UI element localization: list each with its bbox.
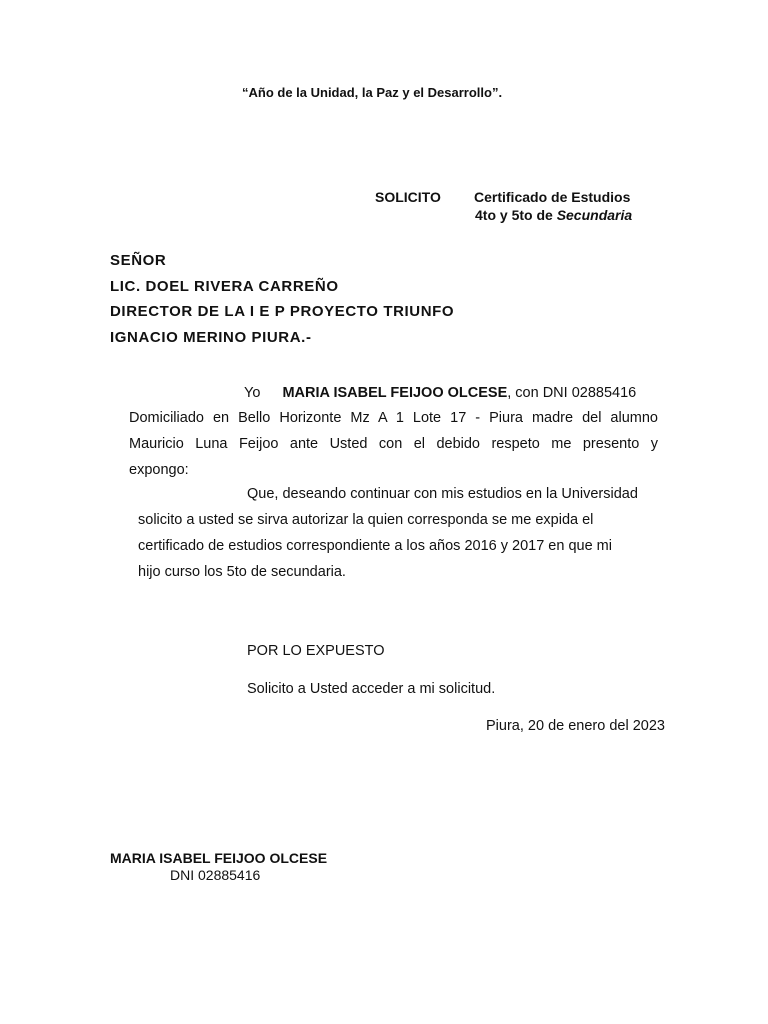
paragraph-2-line2: solicito a usted se sirva autorizar la quien corresponda se me expida el <box>138 512 594 528</box>
addressee-location: IGNACIO MERINO PIURA.- <box>110 329 312 346</box>
signature-dni: DNI 02885416 <box>170 867 261 883</box>
place-date: Piura, 20 de enero del 2023 <box>486 718 665 734</box>
paragraph-2-line3: certificado de estudios correspondiente a los años 2016 y 2017 en que mi <box>138 538 612 554</box>
addressee-title: SEÑOR <box>110 252 167 269</box>
applicant-name: MARIA ISABEL FEIJOO OLCESE <box>282 385 508 401</box>
paragraph-1-line2: Domiciliado en Bello Horizonte Mz A 1 Lote 17 - Piura madre del alumno <box>129 410 658 426</box>
signature-name: MARIA ISABEL FEIJOO OLCESE <box>110 850 328 866</box>
request-subject-line2 <box>475 207 632 223</box>
request-subject-italic: Secundaria <box>556 207 633 223</box>
paragraph-1-line1 <box>244 385 636 401</box>
intro-yo: Yo <box>244 385 261 401</box>
applicant-dni: , con DNI 02885416 <box>507 385 637 401</box>
request-label: SOLICITO <box>375 189 441 205</box>
request-subject-prefix: 4to y 5to de <box>475 207 557 223</box>
addressee-position: DIRECTOR DE LA I E P PROYECTO TRIUNFO <box>110 303 455 320</box>
paragraph-2-line1: Que, deseando continuar con mis estudios en la Universidad <box>247 486 638 502</box>
por-lo-expuesto: POR LO EXPUESTO <box>247 643 385 659</box>
paragraph-1-line4: expongo: <box>129 462 189 478</box>
paragraph-2-line4: hijo curso los 5to de secundaria. <box>138 564 346 580</box>
paragraph-1-line3: Mauricio Luna Feijoo ante Usted con el debido respeto me presento y <box>129 436 658 452</box>
year-motto: “Año de la Unidad, la Paz y el Desarrollo”. <box>242 85 503 100</box>
request-subject-line1: Certificado de Estudios <box>474 189 631 205</box>
closing-request: Solicito a Usted acceder a mi solicitud. <box>247 681 496 697</box>
addressee-name: LIC. DOEL RIVERA CARREÑO <box>110 278 339 295</box>
